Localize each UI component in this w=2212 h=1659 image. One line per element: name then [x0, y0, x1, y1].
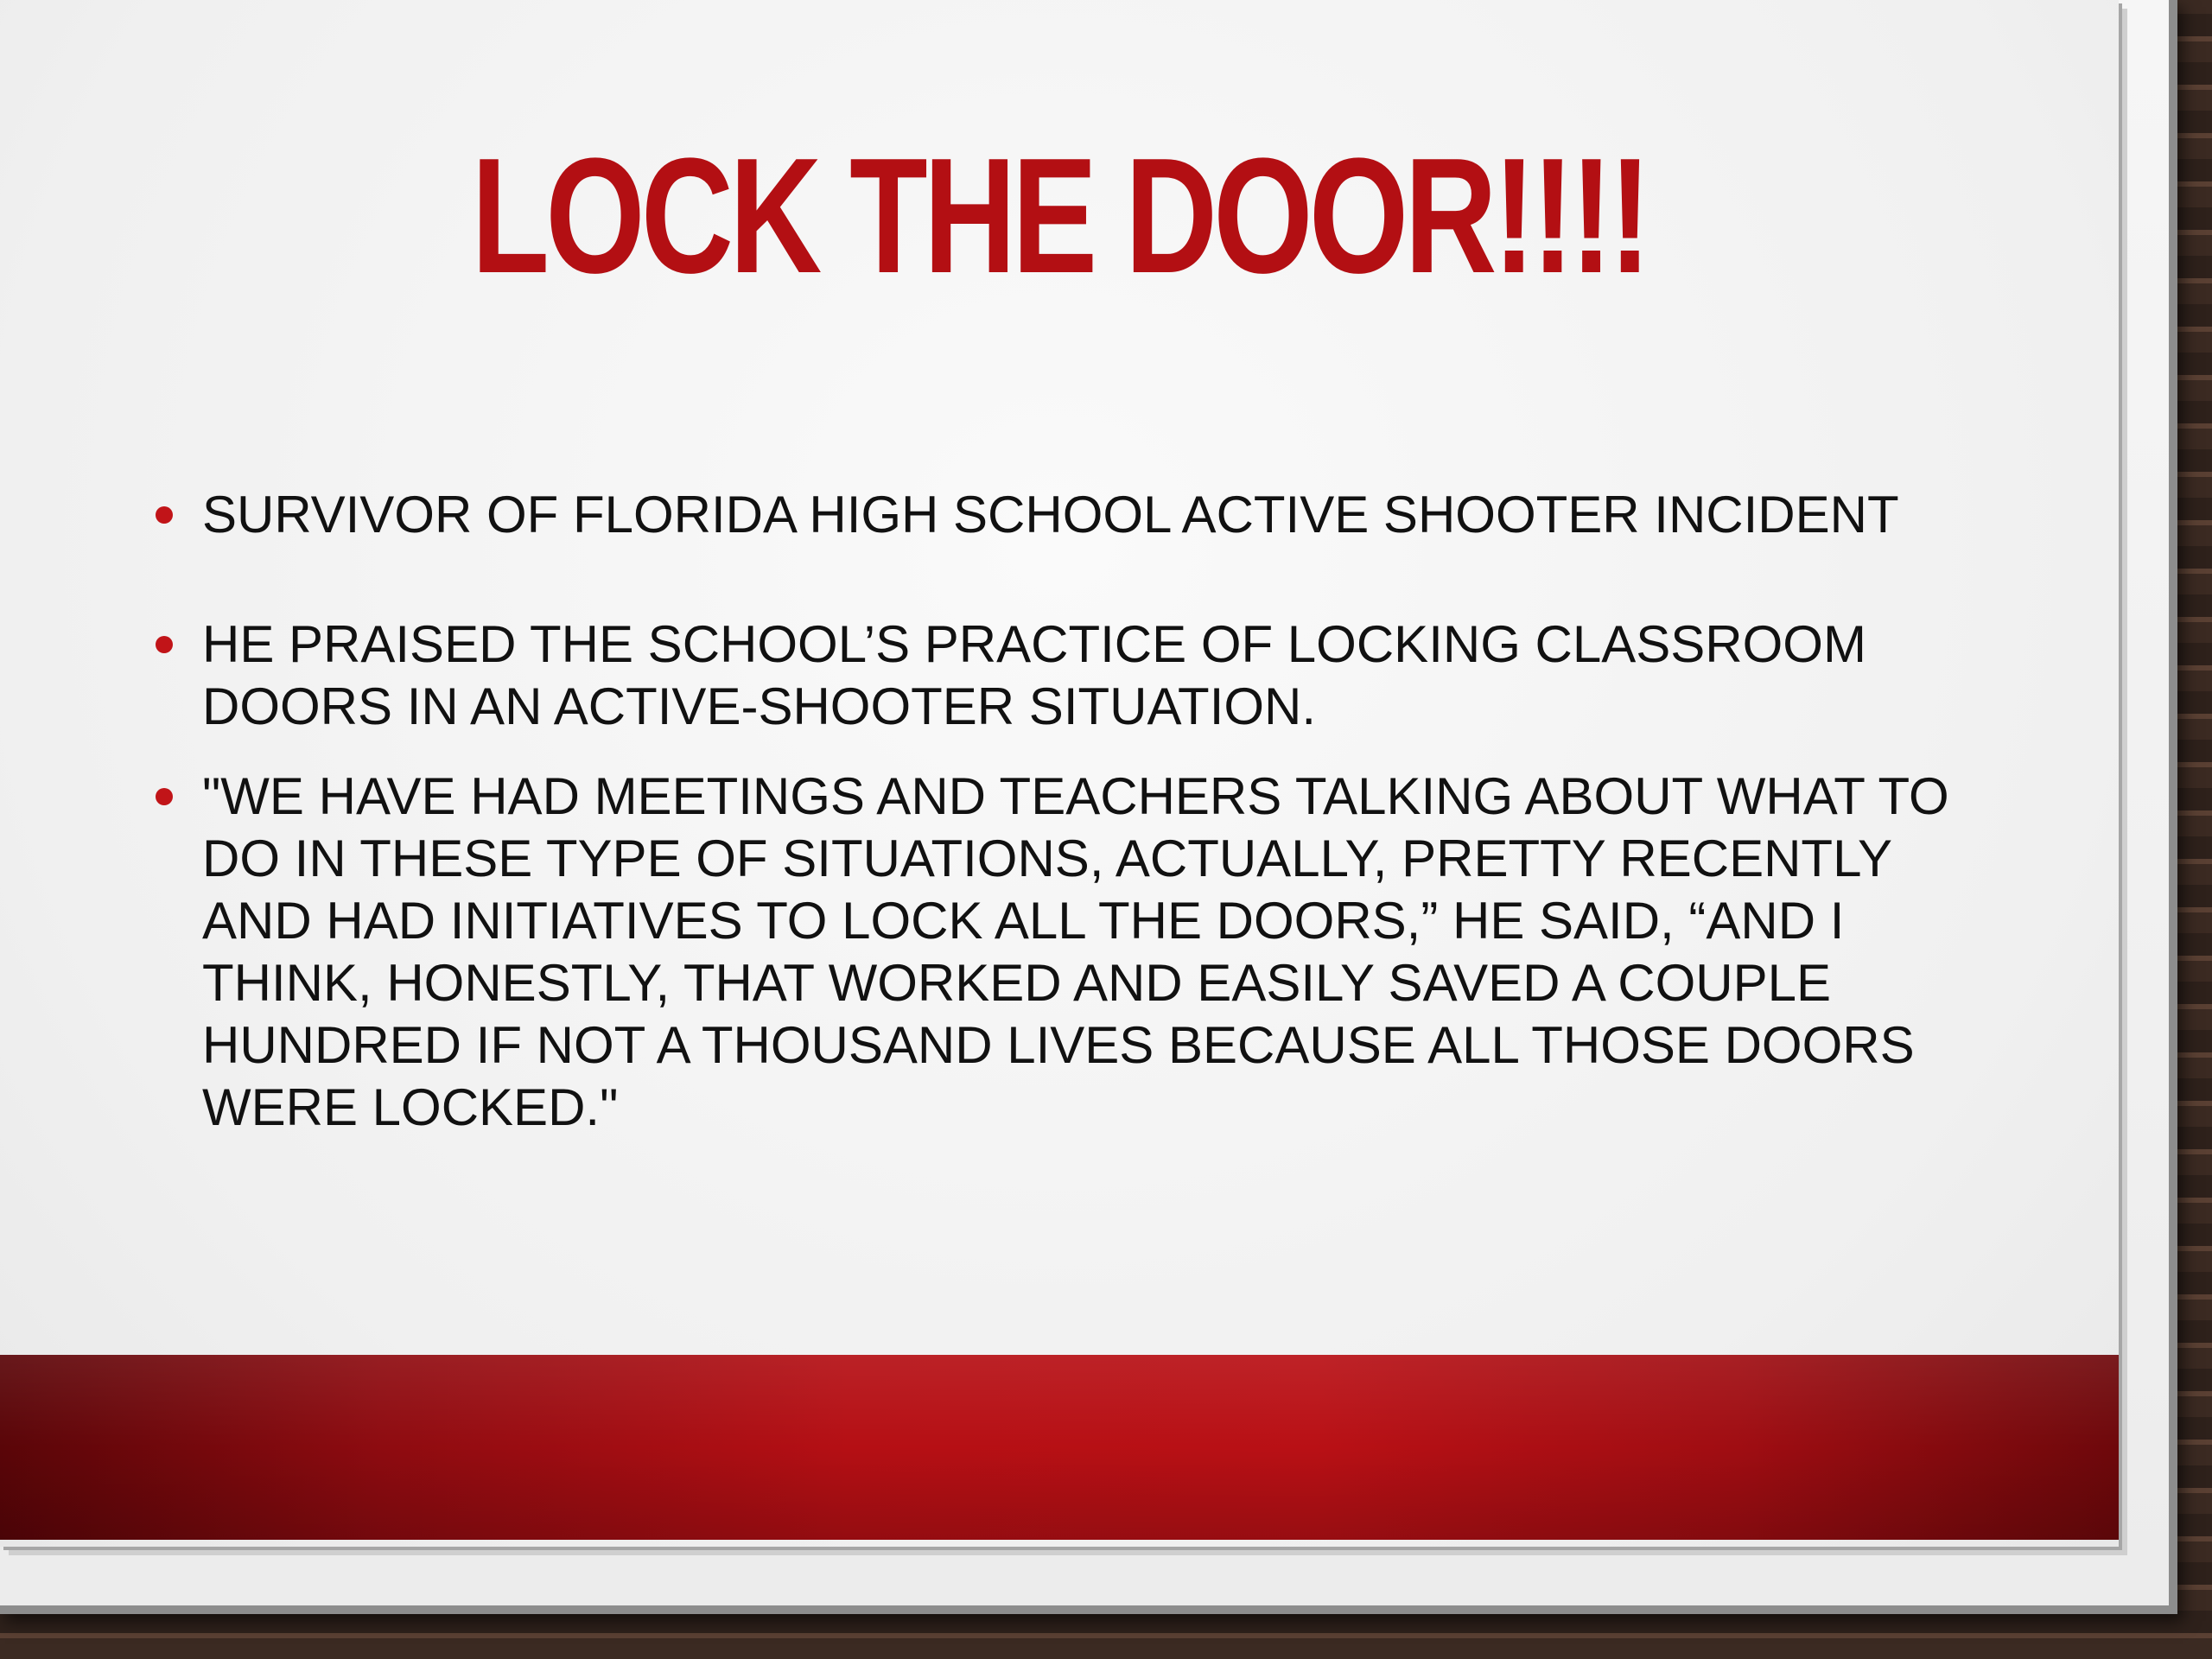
bullet-list	[149, 484, 1998, 1139]
slide-title: LOCK THE DOOR!!!!	[471, 124, 1648, 308]
bullet-dot-icon	[156, 636, 173, 653]
bullet-dot-icon	[156, 506, 173, 524]
bullet-item	[149, 484, 1998, 546]
bullet-text: "WE HAVE HAD MEETINGS AND TEACHERS TALKING ABOUT WHAT TO DO IN THESE TYPE OF SITUATIONS, ACTUALLY, PRETTY RECENTLY AND HAD INITIATIVES TO LOCK ALL THE DOORS,” HE SAID, “AND I THINK, HONESTLY, THAT WORKED AND EASILY SAVED A COUPLE HUNDRED IF NOT A THOUSAND LIVES BECAUSE ALL THOSE DOORS WERE LOCKED."	[202, 767, 1949, 1136]
bullet-dot-icon	[156, 788, 173, 805]
bullet-text: SURVIVOR OF FLORIDA HIGH SCHOOL ACTIVE SHOOTER INCIDENT	[202, 486, 1899, 543]
bullet-item	[149, 766, 1998, 1139]
bullet-item	[149, 613, 1998, 738]
decorative-red-band	[0, 1355, 2119, 1540]
bullet-text: HE PRAISED THE SCHOOL’S PRACTICE OF LOCKING CLASSROOM DOORS IN AN ACTIVE-SHOOTER SITUATION.	[202, 615, 1866, 735]
